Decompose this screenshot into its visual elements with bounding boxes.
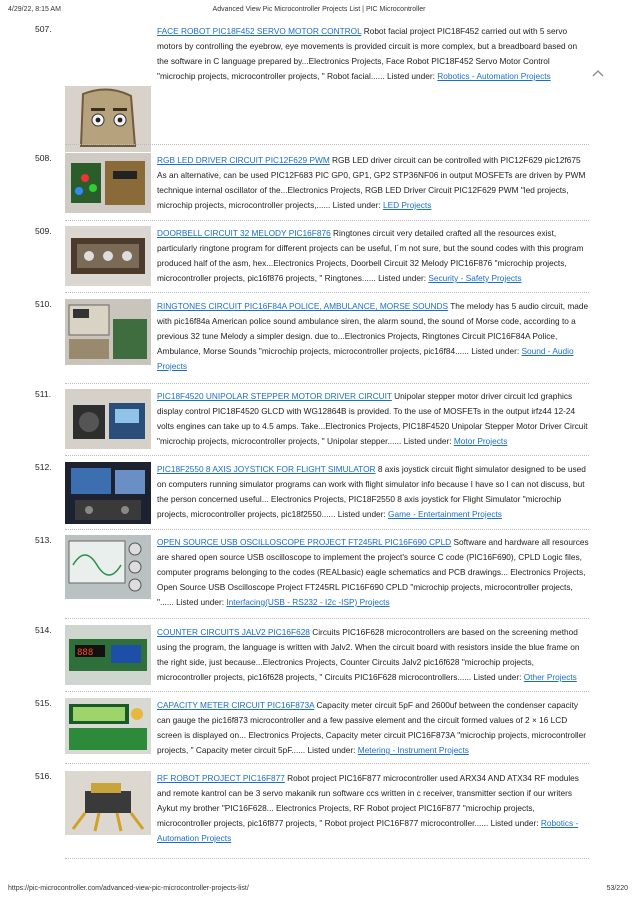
- entry-number: 512.: [35, 462, 52, 472]
- entry-text: [157, 226, 589, 286]
- divider: [65, 618, 589, 619]
- entry-text: [157, 153, 589, 213]
- divider: [65, 292, 589, 293]
- entry-text: [157, 462, 589, 522]
- entry-text: [157, 24, 589, 84]
- entry-number: 511.: [35, 389, 52, 399]
- entry-number: 516.: [35, 771, 52, 781]
- entry-category-link[interactable]: Metering - Instrument Projects: [357, 745, 469, 755]
- print-datetime: 4/29/22, 8:15 AM: [8, 6, 61, 13]
- entry-title-link[interactable]: RF ROBOT PROJECT PIC16F877: [157, 773, 285, 783]
- divider: [65, 220, 589, 221]
- entry-description: Circuits PIC16F628 microcontrollers are based on the screening method using the program, the language is written with Jalv2. When the circuit board with resistors inside the blue frame on the right side, just because...Electronics Projects, Counter Circuits Jalv2 pic16f628 "microchip projects, microcontroller projects, pic16f628 projects, " Circuits PIC16F628 microcontrollers...... Listed under:: [157, 627, 580, 682]
- svg-text:888: 888: [77, 648, 94, 658]
- entry-number: 515.: [35, 698, 52, 708]
- project-thumbnail: [65, 771, 151, 835]
- entry-title-link[interactable]: PIC18F4520 UNIPOLAR STEPPER MOTOR DRIVER CIRCUIT: [157, 391, 392, 401]
- entry-number: 508.: [35, 153, 52, 163]
- entry-description: RGB LED driver circuit can be controlled with PIC12F629 pic12f675 As an alternative, can be used PIC12F683 PIC GP0, GP1, GP2 STP36NF06 in output MOSFETs are driven by PWM technique internal oscillator of the...Electronics Projects, RGB LED Driver Circuit PIC12F629 PWM "led projects, microchip projects, microcontroller projects,...... Listed under:: [157, 155, 586, 210]
- entry-description: Robot facial project PIC18F452 carried out with 5 servo motors by controlling the eyebrow, eye movements is provided circuit is more complex, but a breadboard based on the software in C language prepared by...Electronics Projects, Face Robot PIC18F452 Servo Motor Control "microchip projects, microcontroller projects, " Robot facial...... Listed under:: [157, 26, 578, 81]
- entry-description: Robot project PIC16F877 microcontroller used ARX34 AND ATX34 RF modules and remote kantrol can be 3 servo makanik run software ccs written in c receiver, transmitter section if our writers Aykut my brother "PIC16F628... Electronics Projects, RF Robot project PIC16F877 "microchip projects, microcontroller projects, pic16f877 projects, " Robot project PIC16F877 microcontroller...... Listed under:: [157, 773, 579, 828]
- entry-text: [157, 389, 589, 449]
- entry-text: [157, 625, 589, 685]
- divider: [65, 763, 589, 764]
- divider: [65, 144, 589, 145]
- entry-title-link[interactable]: RINGTONES CIRCUIT PIC16F84A POLICE, AMBULANCE, MORSE SOUNDS: [157, 301, 449, 311]
- project-thumbnail: [65, 389, 151, 449]
- entry-title-link[interactable]: PIC18F2550 8 AXIS JOYSTICK FOR FLIGHT SIMULATOR: [157, 464, 376, 474]
- entry-category-link[interactable]: LED Projects: [382, 200, 432, 210]
- entry-number: 509.: [35, 226, 52, 236]
- chevron-up-icon[interactable]: [592, 68, 604, 80]
- entry-number: 510.: [35, 299, 52, 309]
- entry-description: 8 axis joystick circuit flight simulator designed to be used on computers running simulator programs can work with flight simulator info because I have so I can not discuss, but the person concerned useful... Electronics Projects, PIC18F2550 8 axis joystick for Flight Simulator "microchip projects, microcontroller projects, pic18f2550...... Listed under:: [157, 464, 586, 519]
- divider: [65, 455, 589, 456]
- entry-description: Unipolar stepper motor driver circuit lcd graphics display control PIC18F4520 GLCD with WG12864B is provided. To the use of MOSFETs in the output irfz44 12-24 volts engines can take up to 4.5 amps. Take...Electronics Projects, PIC18F4520 Unipolar Stepper Motor Driver Circuit "microchip projects, microcontroller projects, " Unipolar stepper...... Listed under:: [157, 391, 588, 446]
- print-url: https://pic-microcontroller.com/advanced-view-pic-microcontroller-projects-list/: [8, 885, 249, 892]
- entry-title-link[interactable]: RGB LED DRIVER CIRCUIT PIC12F629 PWM: [157, 155, 330, 165]
- entry-text: [157, 771, 589, 846]
- entry-category-link[interactable]: Robotics - Automation Projects: [437, 71, 551, 81]
- entry-number: 514.: [35, 625, 52, 635]
- entry-description: Software and hardware all resources are shared open source USB oscilloscope to implement the project's source C code (PIC16F690), CPLD Logic files, computer programs belonging to the codes (REALbasic) eagle schematics and PCB drawings... Electronics Projects, Open Source USB Oscilloscope Project FT245RL PIC16F690 CPLD "microchip projects, microcontroller projects, "...... Listed under:: [157, 537, 589, 607]
- project-thumbnail: [65, 462, 151, 524]
- entry-category-link[interactable]: Game - Entertainment Projects: [388, 509, 502, 519]
- entry-category-link[interactable]: Security - Safety Projects: [428, 273, 522, 283]
- entry-title-link[interactable]: CAPACITY METER CIRCUIT PIC16F873A: [157, 700, 315, 710]
- divider: [65, 691, 589, 692]
- entry-title-link[interactable]: COUNTER CIRCUITS JALV2 PIC16F628: [157, 627, 310, 637]
- print-header: [0, 6, 638, 18]
- project-thumbnail: [65, 698, 151, 754]
- entry-text: [157, 698, 589, 758]
- print-page-title: Advanced View Pic Microcontroller Projects List | PIC Microcontroller: [212, 6, 426, 13]
- entry-category-link[interactable]: Interfacing(USB - RS232 - I2c -ISP) Projects: [226, 597, 390, 607]
- entry-number: 507.: [35, 24, 52, 34]
- entry-title-link[interactable]: DOORBELL CIRCUIT 32 MELODY PIC16F876: [157, 228, 331, 238]
- project-thumbnail: [65, 535, 151, 599]
- entry-number: 513.: [35, 535, 52, 545]
- print-footer: [0, 885, 638, 897]
- divider: [65, 383, 589, 384]
- entry-text: [157, 535, 589, 610]
- divider: [65, 529, 589, 530]
- project-thumbnail: [65, 226, 151, 286]
- entry-title-link[interactable]: FACE ROBOT PIC18F452 SERVO MOTOR CONTROL: [157, 26, 362, 36]
- project-thumbnail: [65, 86, 151, 152]
- project-thumbnail: [65, 299, 151, 365]
- entry-category-link[interactable]: Motor Projects: [453, 436, 508, 446]
- page-number: 53/220: [606, 885, 628, 892]
- entry-category-link[interactable]: Robotics - Automation Projects: [157, 818, 579, 843]
- entry-description: The melody has 5 audio circuit, made with pic16f84a American police sound ambulance siren, the alarm sound, the sound of Morse code, according to a previous 32 tune Melody a simpler design. due to...Electronics Projects, Ringtones Circuit PIC16F84A Police, Ambulance, Morse Sounds "microchip projects, microcontroller projects, pic16f84...... Listed under:: [157, 301, 589, 356]
- entry-category-link[interactable]: Sound - Audio Projects: [157, 346, 574, 371]
- entry-text: [157, 299, 589, 374]
- entry-title-link[interactable]: OPEN SOURCE USB OSCILLOSCOPE PROJECT FT245RL PIC16F690 CPLD: [157, 537, 452, 547]
- entry-category-link[interactable]: Other Projects: [523, 672, 577, 682]
- project-thumbnail: [65, 153, 151, 213]
- project-thumbnail: [65, 625, 151, 685]
- entry-description: Capacity meter circuit 5pF and 2600uf between the condenser capacity can gauge the pic16f873 microcontroller and a few passive element and the circuit formed values of 2 × 16 LCD screen is displayed on... Electronics Projects, Capacity meter circuit PIC16F873A "microchip projects, microcontroller projects, " Capacity meter circuit 5pF...... Listed under:: [157, 700, 587, 755]
- divider: [65, 858, 589, 859]
- entry-description: Ringtones circuit very detailed crafted all the resources exist, particularly ringtone program for different projects can be useful, I´m not sure, but the sound codes with this program produced half of the asm, hex...Electronics Projects, Doorbell Circuit 32 Melody PIC16F876 "microchip projects, microcontroller projects, pic16f876 projects, " Ringtones...... Listed under:: [157, 228, 584, 283]
